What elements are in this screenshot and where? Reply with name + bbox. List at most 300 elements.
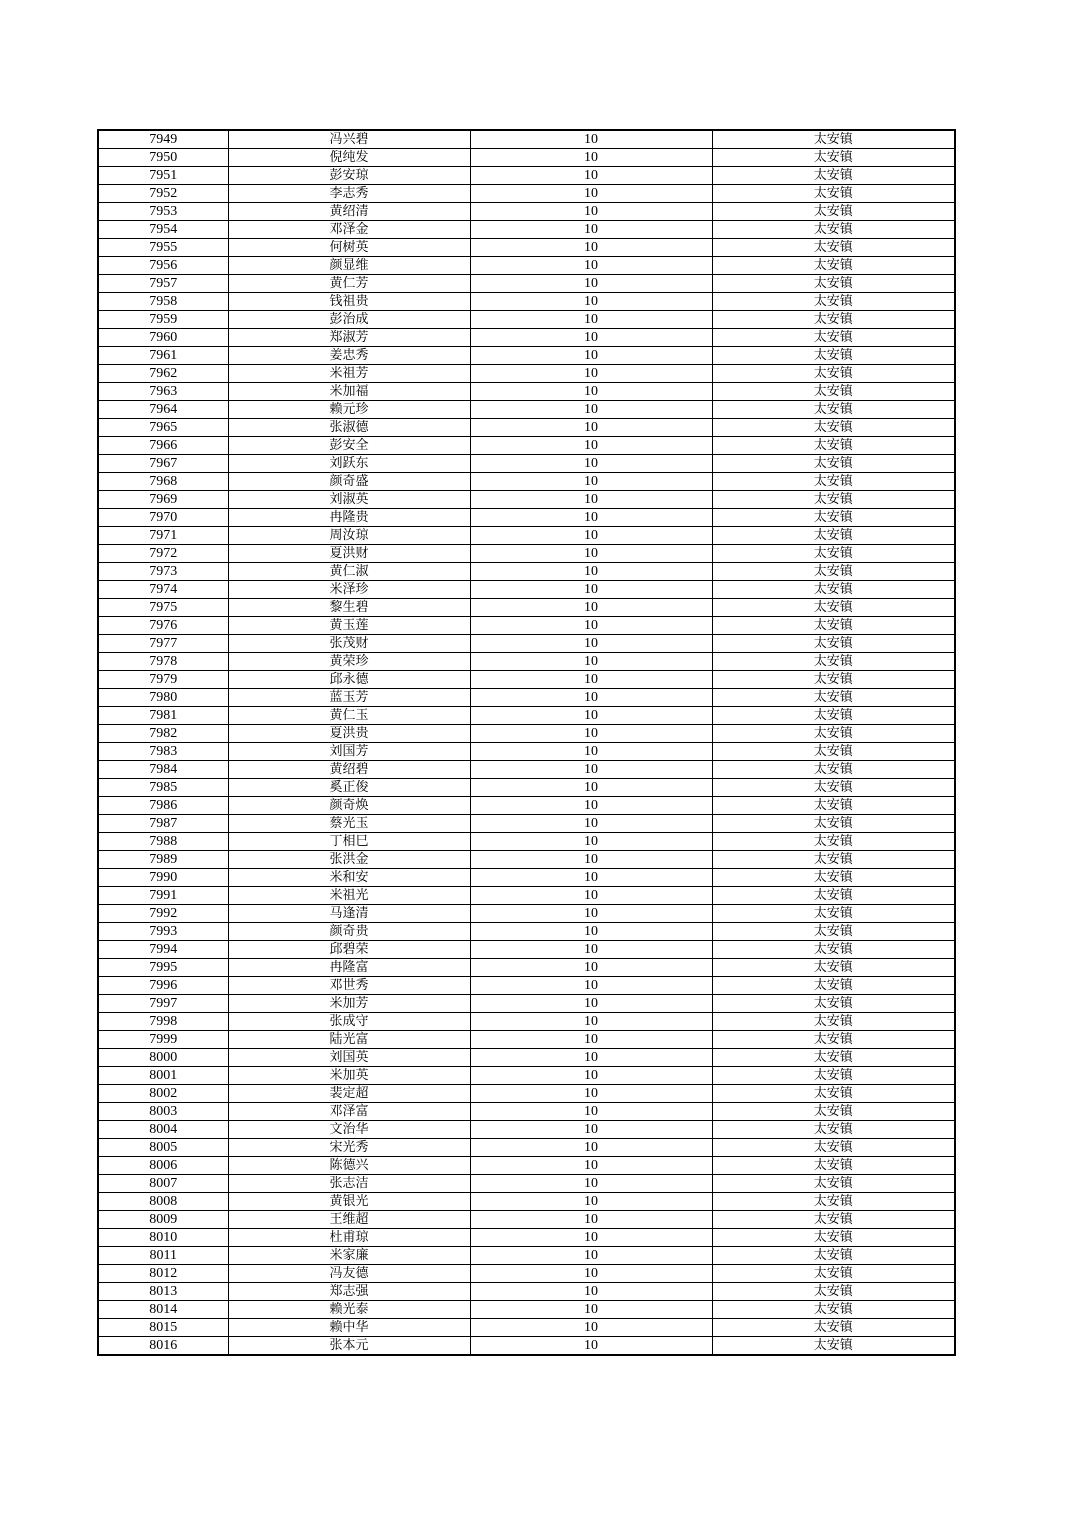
table-row: [98, 1049, 955, 1067]
row-number-cell: 7989: [98, 851, 228, 869]
amount-cell: 10: [470, 869, 712, 887]
name-cell: 黄荣珍: [228, 653, 470, 671]
amount-cell: 10: [470, 239, 712, 257]
name-cell: 冉隆贵: [228, 509, 470, 527]
name-cell: 赖元珍: [228, 401, 470, 419]
row-number-cell: 8013: [98, 1283, 228, 1301]
town-cell: 太安镇: [712, 959, 955, 977]
row-number-cell: 7962: [98, 365, 228, 383]
town-cell: 太安镇: [712, 203, 955, 221]
name-cell: 黎生碧: [228, 599, 470, 617]
amount-cell: 10: [470, 437, 712, 455]
town-cell: 太安镇: [712, 1085, 955, 1103]
table-row: [98, 1283, 955, 1301]
amount-cell: 10: [470, 527, 712, 545]
row-number-cell: 8010: [98, 1229, 228, 1247]
amount-cell: 10: [470, 383, 712, 401]
amount-cell: 10: [470, 509, 712, 527]
row-number-cell: 8009: [98, 1211, 228, 1229]
name-cell: 冯友德: [228, 1265, 470, 1283]
name-cell: 邓泽富: [228, 1103, 470, 1121]
table-row: [98, 365, 955, 383]
name-cell: 黄绍清: [228, 203, 470, 221]
amount-cell: 10: [470, 455, 712, 473]
amount-cell: 10: [470, 1049, 712, 1067]
row-number-cell: 8005: [98, 1139, 228, 1157]
amount-cell: 10: [470, 1031, 712, 1049]
table-row: [98, 1139, 955, 1157]
row-number-cell: 7963: [98, 383, 228, 401]
row-number-cell: 7988: [98, 833, 228, 851]
row-number-cell: 8015: [98, 1319, 228, 1337]
town-cell: 太安镇: [712, 257, 955, 275]
town-cell: 太安镇: [712, 815, 955, 833]
table-row: [98, 509, 955, 527]
name-cell: 张洪金: [228, 851, 470, 869]
table-row: [98, 617, 955, 635]
town-cell: 太安镇: [712, 221, 955, 239]
name-cell: 张志洁: [228, 1175, 470, 1193]
row-number-cell: 7981: [98, 707, 228, 725]
town-cell: 太安镇: [712, 941, 955, 959]
row-number-cell: 7985: [98, 779, 228, 797]
name-cell: 冉隆富: [228, 959, 470, 977]
row-number-cell: 8008: [98, 1193, 228, 1211]
table-row: [98, 1067, 955, 1085]
row-number-cell: 7955: [98, 239, 228, 257]
row-number-cell: 7952: [98, 185, 228, 203]
row-number-cell: 7961: [98, 347, 228, 365]
amount-cell: 10: [470, 1139, 712, 1157]
row-number-cell: 7999: [98, 1031, 228, 1049]
table-row: [98, 1085, 955, 1103]
name-cell: 夏洪贵: [228, 725, 470, 743]
amount-cell: 10: [470, 707, 712, 725]
town-cell: 太安镇: [712, 1139, 955, 1157]
table-row: [98, 923, 955, 941]
row-number-cell: 7965: [98, 419, 228, 437]
amount-cell: 10: [470, 617, 712, 635]
name-cell: 黄仁玉: [228, 707, 470, 725]
table-row: [98, 1265, 955, 1283]
name-cell: 赖光泰: [228, 1301, 470, 1319]
name-cell: 邓泽金: [228, 221, 470, 239]
name-cell: 蔡光玉: [228, 815, 470, 833]
row-number-cell: 8001: [98, 1067, 228, 1085]
amount-cell: 10: [470, 599, 712, 617]
row-number-cell: 7973: [98, 563, 228, 581]
amount-cell: 10: [470, 401, 712, 419]
table-row: [98, 941, 955, 959]
row-number-cell: 7976: [98, 617, 228, 635]
row-number-cell: 7954: [98, 221, 228, 239]
town-cell: 太安镇: [712, 455, 955, 473]
name-cell: 刘国英: [228, 1049, 470, 1067]
table-row: [98, 455, 955, 473]
table-row: [98, 1301, 955, 1319]
name-cell: 米祖光: [228, 887, 470, 905]
row-number-cell: 7971: [98, 527, 228, 545]
town-cell: 太安镇: [712, 185, 955, 203]
name-cell: 颜奇贵: [228, 923, 470, 941]
table-row: [98, 797, 955, 815]
amount-cell: 10: [470, 329, 712, 347]
row-number-cell: 7997: [98, 995, 228, 1013]
town-cell: 太安镇: [712, 1121, 955, 1139]
amount-cell: 10: [470, 689, 712, 707]
amount-cell: 10: [470, 365, 712, 383]
table-row: [98, 221, 955, 239]
row-number-cell: 7966: [98, 437, 228, 455]
amount-cell: 10: [470, 1265, 712, 1283]
name-cell: 张成守: [228, 1013, 470, 1031]
amount-cell: 10: [470, 275, 712, 293]
table-row: [98, 1157, 955, 1175]
name-cell: 黄仁芳: [228, 275, 470, 293]
row-number-cell: 7951: [98, 167, 228, 185]
name-cell: 米和安: [228, 869, 470, 887]
table-row: [98, 1031, 955, 1049]
town-cell: 太安镇: [712, 1157, 955, 1175]
amount-cell: 10: [470, 977, 712, 995]
row-number-cell: 7992: [98, 905, 228, 923]
town-cell: 太安镇: [712, 797, 955, 815]
table-row: [98, 419, 955, 437]
row-number-cell: 8012: [98, 1265, 228, 1283]
amount-cell: 10: [470, 1175, 712, 1193]
name-cell: 夏洪财: [228, 545, 470, 563]
table-row: [98, 905, 955, 923]
row-number-cell: 7956: [98, 257, 228, 275]
table-row: [98, 851, 955, 869]
town-cell: 太安镇: [712, 563, 955, 581]
amount-cell: 10: [470, 419, 712, 437]
table-row: [98, 743, 955, 761]
amount-cell: 10: [470, 1319, 712, 1337]
amount-cell: 10: [470, 1121, 712, 1139]
town-cell: 太安镇: [712, 1319, 955, 1337]
amount-cell: 10: [470, 185, 712, 203]
table-row: [98, 869, 955, 887]
table-row: [98, 203, 955, 221]
amount-cell: 10: [470, 221, 712, 239]
table-row: [98, 527, 955, 545]
table-row: [98, 401, 955, 419]
table-row: [98, 1211, 955, 1229]
table-row: [98, 1193, 955, 1211]
town-cell: 太安镇: [712, 1049, 955, 1067]
amount-cell: 10: [470, 257, 712, 275]
name-cell: 彭安全: [228, 437, 470, 455]
amount-cell: 10: [470, 1247, 712, 1265]
row-number-cell: 7982: [98, 725, 228, 743]
amount-cell: 10: [470, 941, 712, 959]
town-cell: 太安镇: [712, 1175, 955, 1193]
name-cell: 丁相巳: [228, 833, 470, 851]
name-cell: 米家廉: [228, 1247, 470, 1265]
name-cell: 裴定超: [228, 1085, 470, 1103]
row-number-cell: 7994: [98, 941, 228, 959]
row-number-cell: 8004: [98, 1121, 228, 1139]
town-cell: 太安镇: [712, 347, 955, 365]
town-cell: 太安镇: [712, 509, 955, 527]
name-cell: 颜奇焕: [228, 797, 470, 815]
town-cell: 太安镇: [712, 167, 955, 185]
name-cell: 张淑德: [228, 419, 470, 437]
town-cell: 太安镇: [712, 761, 955, 779]
name-cell: 颜显维: [228, 257, 470, 275]
town-cell: 太安镇: [712, 311, 955, 329]
name-cell: 郑志强: [228, 1283, 470, 1301]
name-cell: 张本元: [228, 1337, 470, 1356]
name-cell: 杜甫琼: [228, 1229, 470, 1247]
town-cell: 太安镇: [712, 239, 955, 257]
row-number-cell: 7995: [98, 959, 228, 977]
town-cell: 太安镇: [712, 1283, 955, 1301]
town-cell: 太安镇: [712, 491, 955, 509]
amount-cell: 10: [470, 130, 712, 149]
row-number-cell: 7967: [98, 455, 228, 473]
table-row: [98, 257, 955, 275]
row-number-cell: 7958: [98, 293, 228, 311]
name-cell: 刘跃东: [228, 455, 470, 473]
table-row: [98, 725, 955, 743]
town-cell: 太安镇: [712, 545, 955, 563]
town-cell: 太安镇: [712, 1337, 955, 1356]
table-row: [98, 653, 955, 671]
amount-cell: 10: [470, 1193, 712, 1211]
town-cell: 太安镇: [712, 1211, 955, 1229]
town-cell: 太安镇: [712, 1193, 955, 1211]
row-number-cell: 7975: [98, 599, 228, 617]
table-row: [98, 761, 955, 779]
row-number-cell: 7960: [98, 329, 228, 347]
row-number-cell: 7980: [98, 689, 228, 707]
amount-cell: 10: [470, 1229, 712, 1247]
name-cell: 刘国芳: [228, 743, 470, 761]
name-cell: 米加英: [228, 1067, 470, 1085]
amount-cell: 10: [470, 923, 712, 941]
table-row: [98, 1013, 955, 1031]
data-table: [97, 129, 956, 1356]
name-cell: 文治华: [228, 1121, 470, 1139]
row-number-cell: 8011: [98, 1247, 228, 1265]
amount-cell: 10: [470, 311, 712, 329]
town-cell: 太安镇: [712, 365, 955, 383]
name-cell: 邓世秀: [228, 977, 470, 995]
amount-cell: 10: [470, 563, 712, 581]
name-cell: 李志秀: [228, 185, 470, 203]
name-cell: 王维超: [228, 1211, 470, 1229]
table-row: [98, 815, 955, 833]
amount-cell: 10: [470, 1301, 712, 1319]
town-cell: 太安镇: [712, 1067, 955, 1085]
name-cell: 姜忠秀: [228, 347, 470, 365]
table-row: [98, 329, 955, 347]
town-cell: 太安镇: [712, 725, 955, 743]
row-number-cell: 7978: [98, 653, 228, 671]
amount-cell: 10: [470, 635, 712, 653]
amount-cell: 10: [470, 671, 712, 689]
table-row: [98, 707, 955, 725]
town-cell: 太安镇: [712, 851, 955, 869]
amount-cell: 10: [470, 1211, 712, 1229]
amount-cell: 10: [470, 1067, 712, 1085]
town-cell: 太安镇: [712, 995, 955, 1013]
table-row: [98, 599, 955, 617]
table-row: [98, 293, 955, 311]
amount-cell: 10: [470, 653, 712, 671]
table-row: [98, 1319, 955, 1337]
row-number-cell: 7959: [98, 311, 228, 329]
row-number-cell: 7977: [98, 635, 228, 653]
row-number-cell: 7969: [98, 491, 228, 509]
town-cell: 太安镇: [712, 437, 955, 455]
town-cell: 太安镇: [712, 401, 955, 419]
name-cell: 倪纯发: [228, 149, 470, 167]
amount-cell: 10: [470, 797, 712, 815]
table-row: [98, 473, 955, 491]
row-number-cell: 7950: [98, 149, 228, 167]
row-number-cell: 8002: [98, 1085, 228, 1103]
table-row: [98, 347, 955, 365]
table-row: [98, 959, 955, 977]
amount-cell: 10: [470, 293, 712, 311]
name-cell: 马逢清: [228, 905, 470, 923]
town-cell: 太安镇: [712, 130, 955, 149]
town-cell: 太安镇: [712, 635, 955, 653]
amount-cell: 10: [470, 995, 712, 1013]
amount-cell: 10: [470, 347, 712, 365]
town-cell: 太安镇: [712, 1031, 955, 1049]
town-cell: 太安镇: [712, 689, 955, 707]
amount-cell: 10: [470, 1337, 712, 1356]
table-row: [98, 1337, 955, 1356]
table-row: [98, 149, 955, 167]
town-cell: 太安镇: [712, 707, 955, 725]
name-cell: 米祖芳: [228, 365, 470, 383]
town-cell: 太安镇: [712, 617, 955, 635]
name-cell: 米泽珍: [228, 581, 470, 599]
amount-cell: 10: [470, 779, 712, 797]
row-number-cell: 7949: [98, 130, 228, 149]
table-row: [98, 1229, 955, 1247]
table-row: [98, 833, 955, 851]
table-row: [98, 275, 955, 293]
table-row: [98, 581, 955, 599]
town-cell: 太安镇: [712, 473, 955, 491]
table-row: [98, 671, 955, 689]
amount-cell: 10: [470, 203, 712, 221]
town-cell: 太安镇: [712, 275, 955, 293]
table-row: [98, 779, 955, 797]
table-row: [98, 1103, 955, 1121]
row-number-cell: 8003: [98, 1103, 228, 1121]
town-cell: 太安镇: [712, 293, 955, 311]
table-row: [98, 437, 955, 455]
table-row: [98, 545, 955, 563]
name-cell: 黄绍碧: [228, 761, 470, 779]
table-row: [98, 167, 955, 185]
row-number-cell: 7979: [98, 671, 228, 689]
name-cell: 何树英: [228, 239, 470, 257]
row-number-cell: 7972: [98, 545, 228, 563]
row-number-cell: 7964: [98, 401, 228, 419]
table-row: [98, 977, 955, 995]
name-cell: 奚正俊: [228, 779, 470, 797]
name-cell: 颜奇盛: [228, 473, 470, 491]
row-number-cell: 7968: [98, 473, 228, 491]
row-number-cell: 7974: [98, 581, 228, 599]
amount-cell: 10: [470, 545, 712, 563]
town-cell: 太安镇: [712, 581, 955, 599]
table-row: [98, 995, 955, 1013]
town-cell: 太安镇: [712, 1229, 955, 1247]
name-cell: 彭治成: [228, 311, 470, 329]
table-row: [98, 1121, 955, 1139]
town-cell: 太安镇: [712, 869, 955, 887]
amount-cell: 10: [470, 167, 712, 185]
row-number-cell: 7986: [98, 797, 228, 815]
table-row: [98, 383, 955, 401]
row-number-cell: 8014: [98, 1301, 228, 1319]
name-cell: 米加芳: [228, 995, 470, 1013]
table-row: [98, 635, 955, 653]
table-row: [98, 887, 955, 905]
town-cell: 太安镇: [712, 1103, 955, 1121]
row-number-cell: 7953: [98, 203, 228, 221]
amount-cell: 10: [470, 1013, 712, 1031]
name-cell: 陆光富: [228, 1031, 470, 1049]
town-cell: 太安镇: [712, 1301, 955, 1319]
town-cell: 太安镇: [712, 887, 955, 905]
town-cell: 太安镇: [712, 977, 955, 995]
town-cell: 太安镇: [712, 671, 955, 689]
amount-cell: 10: [470, 149, 712, 167]
name-cell: 张茂财: [228, 635, 470, 653]
table-row: [98, 1175, 955, 1193]
table-row: [98, 491, 955, 509]
row-number-cell: 7991: [98, 887, 228, 905]
table-row: [98, 311, 955, 329]
town-cell: 太安镇: [712, 599, 955, 617]
name-cell: 宋光秀: [228, 1139, 470, 1157]
amount-cell: 10: [470, 743, 712, 761]
row-number-cell: 8006: [98, 1157, 228, 1175]
row-number-cell: 8016: [98, 1337, 228, 1356]
town-cell: 太安镇: [712, 779, 955, 797]
amount-cell: 10: [470, 887, 712, 905]
row-number-cell: 7990: [98, 869, 228, 887]
amount-cell: 10: [470, 833, 712, 851]
town-cell: 太安镇: [712, 1265, 955, 1283]
row-number-cell: 7983: [98, 743, 228, 761]
table-row: [98, 563, 955, 581]
town-cell: 太安镇: [712, 149, 955, 167]
row-number-cell: 7993: [98, 923, 228, 941]
name-cell: 邱碧荣: [228, 941, 470, 959]
table-body: [98, 130, 955, 1355]
amount-cell: 10: [470, 1085, 712, 1103]
amount-cell: 10: [470, 725, 712, 743]
amount-cell: 10: [470, 581, 712, 599]
name-cell: 黄玉莲: [228, 617, 470, 635]
table-row: [98, 1247, 955, 1265]
amount-cell: 10: [470, 761, 712, 779]
table-row: [98, 689, 955, 707]
town-cell: 太安镇: [712, 329, 955, 347]
row-number-cell: 8007: [98, 1175, 228, 1193]
